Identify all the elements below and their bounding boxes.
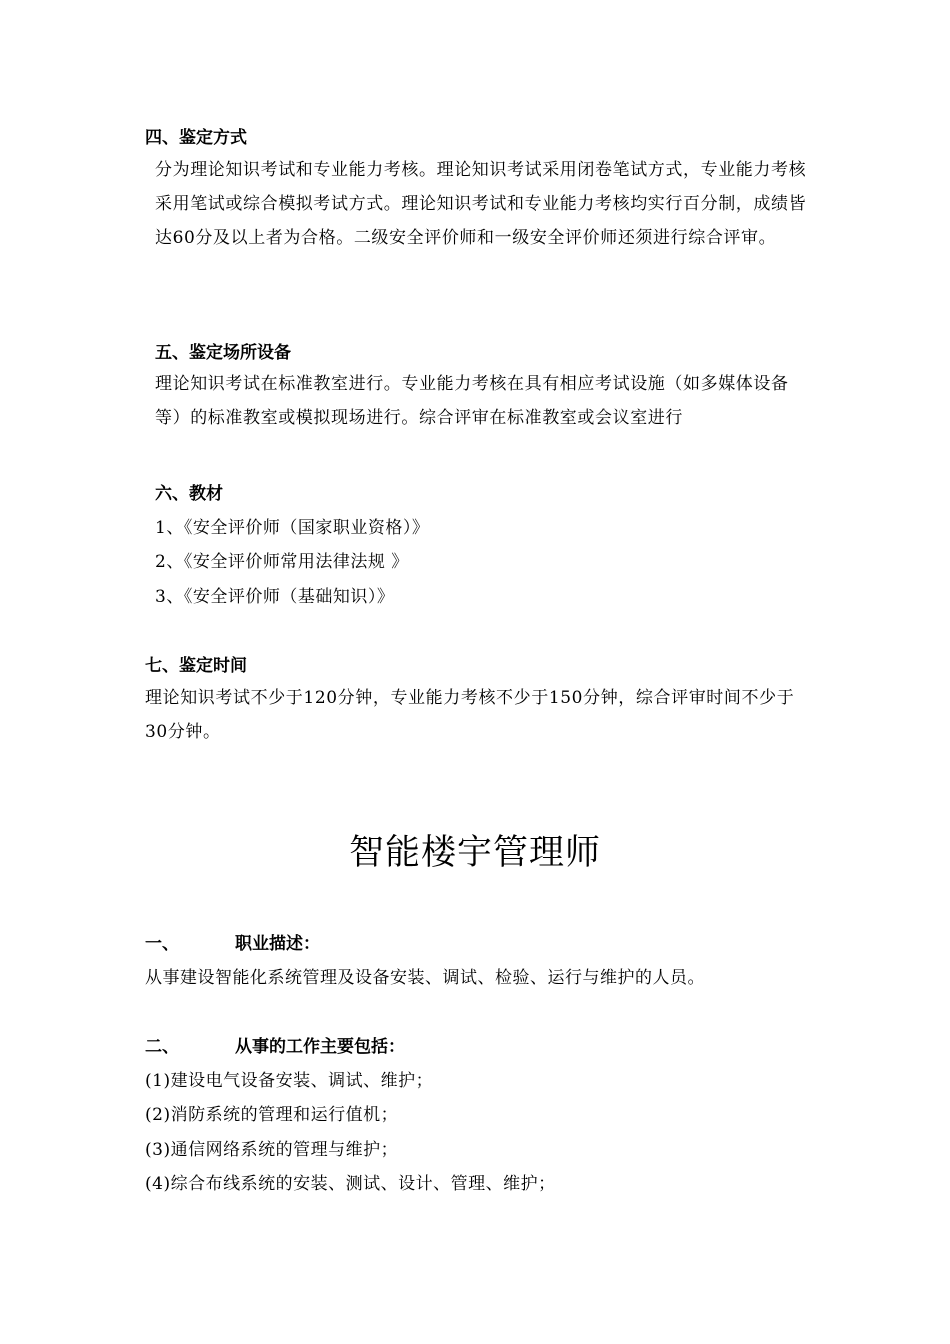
duty-item: (2)消防系统的管理和运行值机； bbox=[145, 1105, 399, 1125]
duty-item: (4)综合布线系统的安装、测试、设计、管理、维护； bbox=[145, 1174, 556, 1194]
part-number: 一、 bbox=[145, 934, 179, 954]
page-title: 智能楼宇管理师 bbox=[348, 833, 601, 873]
textbook-item: 3、《安全评价师（基础知识）》 bbox=[155, 587, 395, 607]
duty-item: (3)通信网络系统的管理与维护； bbox=[145, 1140, 399, 1160]
textbook-item: 1、《安全评价师（国家职业资格）》 bbox=[155, 518, 430, 538]
section-body-method: 分为理论知识考试和专业能力考核。理论知识考试采用闭卷笔试方式，专业能力考核采用笔试或综合模拟考试方式。理论知识考试和专业能力考核均实行百分制，成绩皆达60分及以上者为合格。二级安全评价师和一级安全评价师还须进行综合评审。 bbox=[155, 160, 807, 248]
section-heading-textbooks: 六、教材 bbox=[155, 484, 223, 504]
section-heading-method: 四、鉴定方式 bbox=[145, 128, 247, 148]
textbook-item: 2、《安全评价师常用法律法规 》 bbox=[155, 552, 409, 572]
part-heading-description bbox=[145, 933, 320, 955]
part-number: 二、 bbox=[145, 1037, 179, 1057]
part-body-description: 从事建设智能化系统管理及设备安装、调试、检验、运行与维护的人员。 bbox=[145, 968, 705, 988]
part-heading-text: 从事的工作主要包括： bbox=[235, 1037, 405, 1057]
section-body-duration: 理论知识考试不少于120分钟，专业能力考核不少于150分钟，综合评审时间不少于30分钟。 bbox=[145, 688, 795, 742]
part-heading-duties bbox=[145, 1036, 405, 1058]
part-heading-text: 职业描述： bbox=[235, 934, 320, 954]
section-body-venue: 理论知识考试在标准教室进行。专业能力考核在具有相应考试设施（如多媒体设备等）的标准教室或模拟现场进行。综合评审在标准教室或会议室进行 bbox=[155, 374, 789, 428]
section-heading-venue: 五、鉴定场所设备 bbox=[155, 343, 291, 363]
duty-item: (1)建设电气设备安装、调试、维护； bbox=[145, 1071, 434, 1091]
section-heading-duration: 七、鉴定时间 bbox=[145, 656, 247, 676]
